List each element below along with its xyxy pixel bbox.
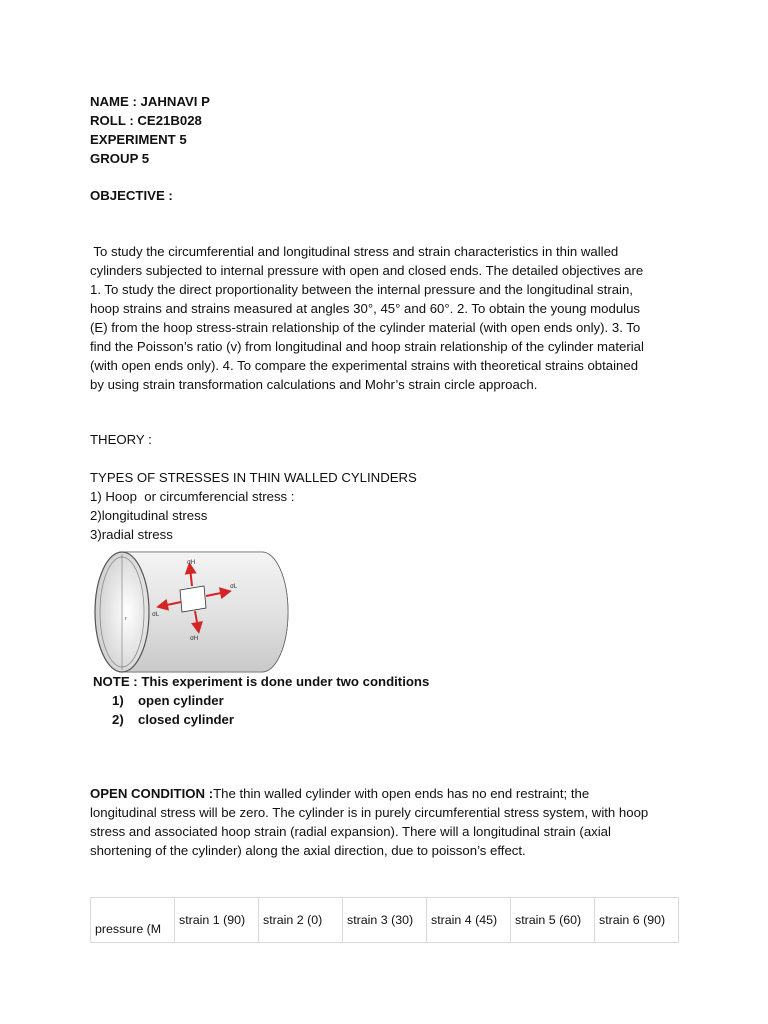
table-header-row xyxy=(91,898,679,943)
objective-line: by using strain transformation calculations and Mohr’s strain circle approach. xyxy=(90,377,538,392)
student-name: NAME : JAHNAVI P xyxy=(90,94,210,109)
table-header-cell: strain 1 (90) xyxy=(175,898,259,943)
stress-type-item: 3)radial stress xyxy=(90,527,173,542)
open-condition-paragraph xyxy=(90,784,680,860)
objective-line: cylinders subjected to internal pressure with open and closed ends. The detailed objectives are xyxy=(90,263,644,278)
open-condition-line: longitudinal stress will be zero. The cylinder is in purely circumferential stress system, with hoop xyxy=(90,805,649,820)
table-header-cell: strain 3 (30) xyxy=(343,898,427,943)
open-condition-line: stress and associated hoop strain (radial expansion). There will a longitudinal strain (axial xyxy=(90,824,611,839)
open-condition-line xyxy=(90,784,680,803)
objective-line: find the Poisson’s ratio (v) from longitudinal and hoop strain relationship of the cylinder material xyxy=(90,339,644,354)
sigma-l-label-right: σL xyxy=(230,583,238,590)
stress-type-item: 1) Hoop or circumferencial stress : xyxy=(90,489,295,504)
table-header-cell: strain 6 (90) xyxy=(595,898,679,943)
group-number: GROUP 5 xyxy=(90,151,150,166)
open-condition-first-line: The thin walled cylinder with open ends has no end restraint; the xyxy=(213,786,590,801)
table-header-cell: strain 5 (60) xyxy=(511,898,595,943)
radius-label: r xyxy=(125,616,127,622)
objective-heading: OBJECTIVE : xyxy=(90,188,173,203)
table-header-cell: strain 2 (0) xyxy=(259,898,343,943)
objective-line: To study the circumferential and longitudinal stress and strain characteristics in thin walled xyxy=(90,244,619,259)
sigma-l-label-left: σL xyxy=(152,611,160,618)
objective-line: hoop strains and strains measured at angles 30°, 45° and 60°. 2. To obtain the young modulus xyxy=(90,301,641,316)
note-list-item xyxy=(112,710,234,729)
experiment-number: EXPERIMENT 5 xyxy=(90,132,187,147)
strain-table xyxy=(90,897,679,943)
roll-number: ROLL : CE21B028 xyxy=(90,113,202,128)
open-condition-heading: OPEN CONDITION : xyxy=(90,786,214,801)
table-header-cell: pressure (M xyxy=(91,898,175,943)
theory-subheading: TYPES OF STRESSES IN THIN WALLED CYLINDERS xyxy=(90,470,417,485)
cylinder-stress-diagram xyxy=(92,548,292,676)
note-item-number: 1) xyxy=(112,693,124,708)
objective-line: (E) from the hoop stress-strain relationship of the cylinder material (with open ends only). 3. To xyxy=(90,320,641,335)
table-header-cell: strain 4 (45) xyxy=(427,898,511,943)
theory-heading: THEORY : xyxy=(90,432,152,447)
sigma-h-label-bottom: σH xyxy=(190,635,199,642)
note-item-text: open cylinder xyxy=(138,693,224,708)
stress-type-item: 2)longitudinal stress xyxy=(90,508,208,523)
thin-cylinder-figure xyxy=(92,548,292,676)
open-condition-line: shortening of the cylinder) along the axial direction, due to poisson’s effect. xyxy=(90,843,526,858)
sigma-h-label-top: σH xyxy=(187,559,196,566)
objective-paragraph xyxy=(90,242,680,394)
objective-line: 1. To study the direct proportionality between the internal pressure and the longitudinal strain, xyxy=(90,282,633,297)
note-item-number: 2) xyxy=(112,712,124,727)
stress-element xyxy=(180,586,206,612)
note-item-text: closed cylinder xyxy=(138,712,235,727)
objective-line: (with open ends only). 4. To compare the experimental strains with theoretical strains obtained xyxy=(90,358,639,373)
note-text: NOTE : This experiment is done under two conditions xyxy=(93,674,430,689)
note-list-item xyxy=(112,691,224,710)
